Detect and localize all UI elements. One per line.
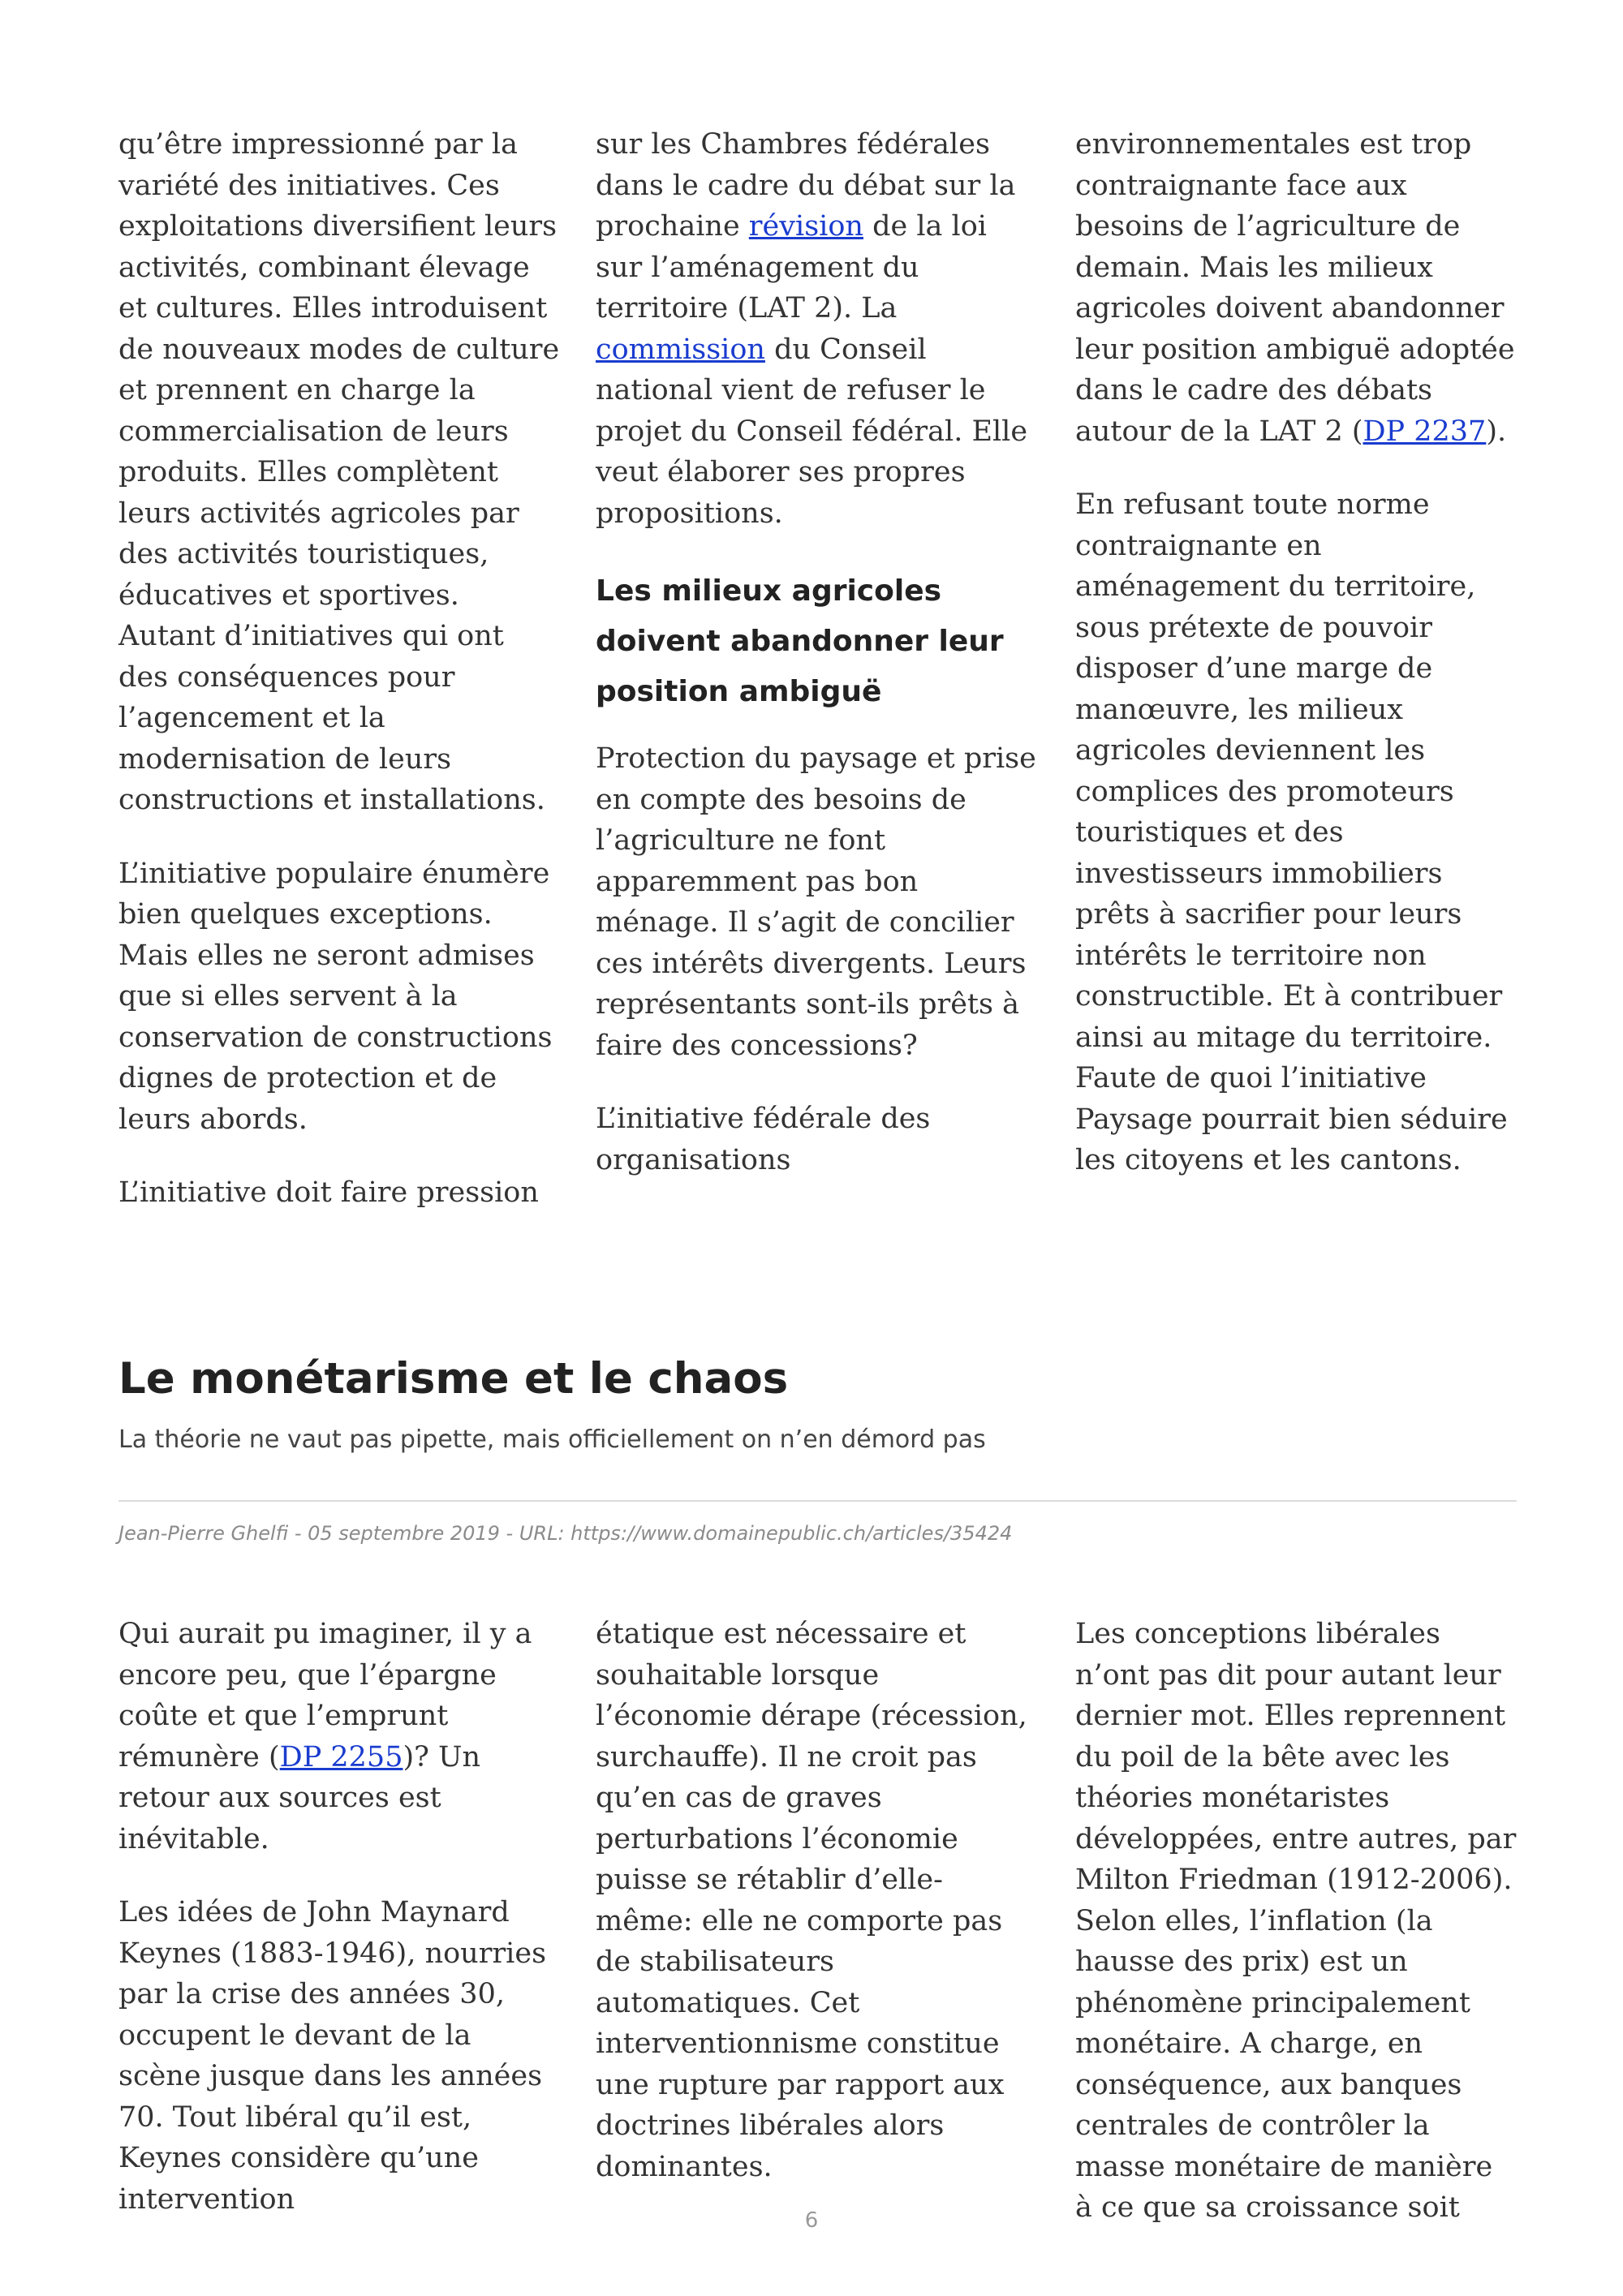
paragraph: étatique est nécessaire et souhaitable lorsque l’économie dérape (récession, surchauffe). Il ne croit pas qu’en cas de graves perturbations l’économie puisse se rétablir d’elle-même: elle ne comporte pas de stabilisateurs automatiques. Cet interventionnisme constitue une rupture par rapport aux doctrines libérales alors dominantes.: [596, 1618, 1027, 2183]
text-run: sur les Chambres fédérales dans le cadre du débat sur la prochaine: [596, 128, 1016, 243]
article2-column-2: [596, 1614, 1038, 2220]
paragraph-with-link: [118, 1614, 561, 1860]
section-heading: Les milieux agricoles doivent abandonner leur position ambiguë: [596, 574, 1004, 708]
paragraph: L’initiative populaire énumère bien quelques exceptions. Mais elles ne seront admises que si elles servent à la conservation de constructions dignes de protection et de leurs abords.: [118, 857, 553, 1136]
article-title: Le monétarisme et le chaos: [118, 1354, 789, 1404]
article2-column-1: [118, 1614, 561, 2252]
text-run: ).: [1486, 415, 1507, 448]
paragraph: Les idées de John Maynard Keynes (1883-1946), nourries par la crise des années 30, occupent le devant de la scène jusque dans les années 70. Tout libéral qu’il est, Keynes considère qu’une intervention: [118, 1896, 547, 2216]
paragraph: Protection du paysage et prise en compte des besoins de l’agriculture ne font apparemment pas bon ménage. Il s’agit de concilier ces intérêts divergents. Leurs représentants sont-ils prêts à faire des concessions?: [596, 742, 1036, 1062]
commission-link[interactable]: commission: [596, 333, 765, 366]
paragraph: Les conceptions libérales n’ont pas dit pour autant leur dernier mot. Elles reprennent du poil de la bête avec les théories monétaristes développées, entre autres, par Milton Friedman (1912-2006). Selon elles, l’inflation (la hausse des prix) est un phénomène principalement monétaire. A charge, en conséquence, aux banques centrales de contrôler la masse monétaire de manière à ce que sa croissance soit: [1075, 1618, 1517, 2224]
text-run: de la loi sur l’aménagement du territoire (LAT 2). La: [596, 210, 987, 325]
text-run: du Conseil national vient de refuser le projet du Conseil fédéral. Elle veut élaborer ses propres propositions.: [596, 333, 1028, 530]
divider: [118, 1500, 1517, 1502]
article1-column-3: [1075, 124, 1518, 1214]
paragraph: L’initiative fédérale des organisations: [596, 1103, 931, 1176]
dp-2237-link[interactable]: DP 2237: [1363, 415, 1487, 448]
article1-column-2: [596, 124, 1038, 1213]
paragraph-with-links: [596, 124, 1038, 534]
text-run: )? Un retour aux sources est inévitable.: [118, 1740, 481, 1855]
paragraph: qu’être impressionné par la variété des initiatives. Ces exploitations diversifient leurs activités, combinant élevage et cultures. Elles introduisent de nouveaux modes de culture et prennent en charge la commercialisation de leurs produits. Elles complètent leurs activités agricoles par des activités touristiques, éducatives et sportives. Autant d’initiatives qui ont des conséquences pour l’agencement et la modernisation de leurs constructions et installations.: [118, 128, 560, 816]
paragraph: L’initiative doit faire pression: [118, 1176, 539, 1209]
article1-column-1: [118, 124, 561, 1246]
article2-column-3: [1075, 1614, 1518, 2261]
paragraph: En refusant toute norme contraignante en aménagement du territoire, sous prétexte de pouvoir disposer d’une marge de manœuvre, les milieux agricoles deviennent les complices des promoteurs touristiques et des investisseurs immobiliers prêts à sacrifier pour leurs intérêts le territoire non constructible. Et à contribuer ainsi au mitage du territoire. Faute de quoi l’initiative Paysage pourrait bien séduire les citoyens et les cantons.: [1075, 488, 1508, 1176]
dp-2255-link[interactable]: DP 2255: [279, 1740, 403, 1774]
paragraph-with-link: [1075, 124, 1518, 452]
text-run: Qui aurait pu imaginer, il y a encore peu, que l’épargne coûte et que l’emprunt rémunère (: [118, 1618, 532, 1774]
revision-link[interactable]: révision: [748, 210, 863, 243]
text-run: environnementales est trop contraignante face aux besoins de l’agriculture de demain. Mais les milieux agricoles doivent abandonner leur position ambiguë adoptée dans le cadre des débats autour de la LAT 2 (: [1075, 128, 1515, 448]
page-number: 6: [804, 2208, 819, 2233]
article-subtitle: La théorie ne vaut pas pipette, mais officiellement on n’en démord pas: [118, 1425, 986, 1454]
article-meta: Jean-Pierre Ghelfi - 05 septembre 2019 - URL: https://www.domainepublic.ch/articles/35424: [118, 1522, 1013, 1545]
